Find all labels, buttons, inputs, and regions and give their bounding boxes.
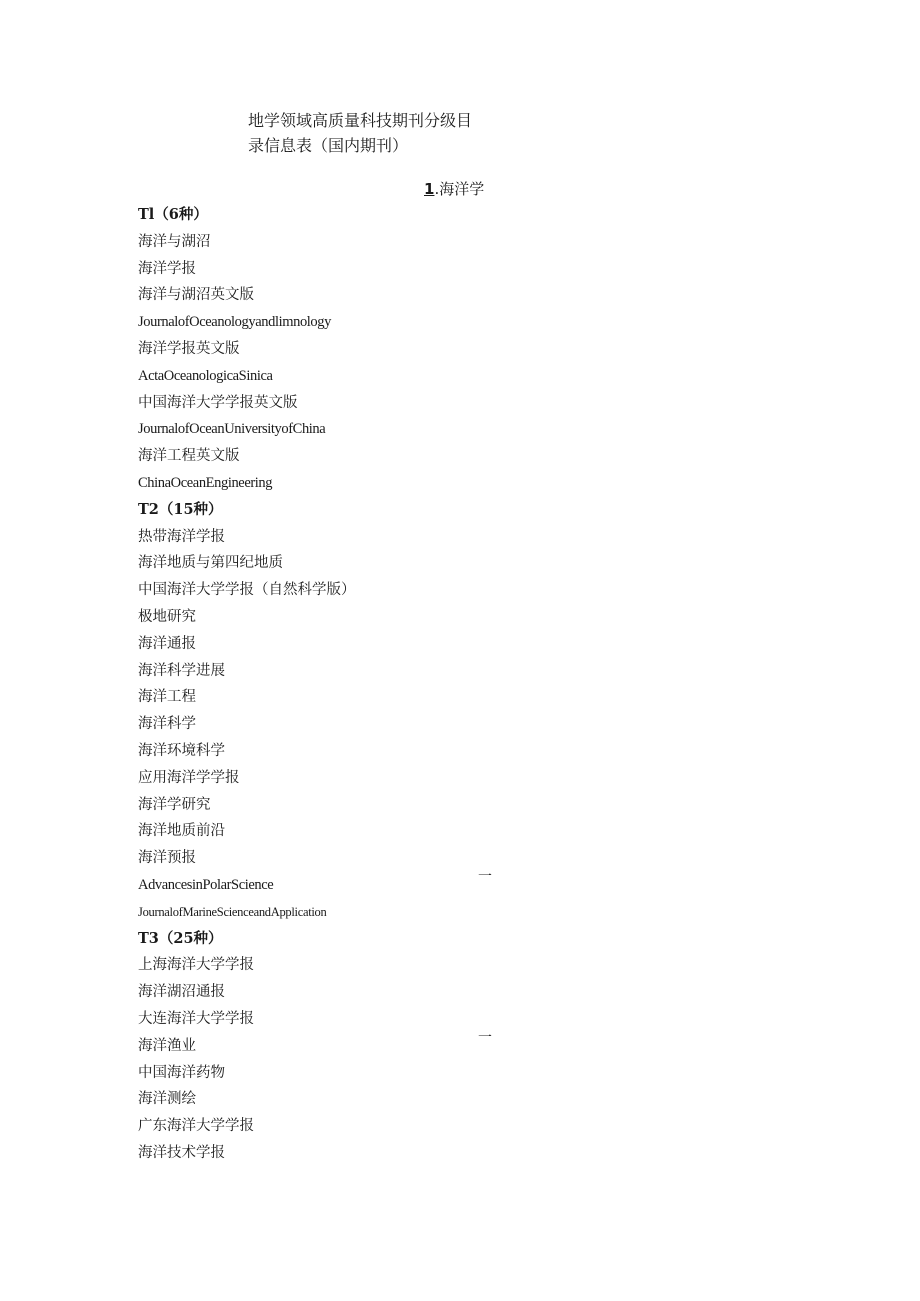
journal-title: 海洋渔业 (138, 1037, 196, 1054)
journal-title: 海洋科学进展 (138, 662, 225, 679)
journal-title: 海洋工程英文版 (138, 448, 240, 465)
dash-mark-2: 一 (478, 1030, 492, 1046)
journal-title: 海洋技术学报 (138, 1144, 225, 1161)
journal-title-english: JournalofMarineScienceandApplication (138, 904, 327, 919)
journal-title: 广东海洋大学学报 (138, 1118, 254, 1135)
tier-heading: T2（15种） (138, 500, 223, 518)
journal-title: 中国海洋大学学报（自然科学版） (138, 582, 356, 599)
journal-list (138, 202, 538, 1167)
journal-title: 海洋与湖沼英文版 (138, 287, 254, 304)
journal-title-english: ChinaOceanEngineering (138, 474, 273, 491)
document-title-line2: 录信息表（国内期刊） (248, 136, 409, 155)
tier-heading: Tl（6种） (138, 206, 208, 223)
journal-title: 海洋学研究 (138, 796, 211, 813)
journal-title: 极地研究 (138, 608, 196, 625)
dash-mark-1: 一 (478, 869, 492, 885)
journal-title-english: JournalofOceanUniversityofChina (138, 421, 326, 438)
journal-title: 海洋通报 (138, 635, 196, 652)
journal-title-english: ActaOceanologicaSinica (138, 367, 273, 384)
journal-title: 海洋科学 (138, 716, 196, 733)
journal-title: 大连海洋大学学报 (138, 1010, 254, 1027)
section-number: 1 (424, 180, 435, 198)
document-title (248, 108, 498, 158)
tier-heading: T3（25种） (138, 929, 223, 947)
journal-title: 上海海洋大学学报 (138, 957, 254, 974)
journal-title-english: JournalofOceanologyandlimnology (138, 314, 331, 331)
journal-title: 中国海洋大学学报英文版 (138, 394, 298, 411)
journal-title: 热带海洋学报 (138, 528, 225, 545)
journal-title: 应用海洋学学报 (138, 769, 240, 786)
section-name: .海洋学 (434, 180, 485, 198)
section-heading-oceanography (424, 178, 484, 199)
journal-title: 海洋学报 (138, 260, 196, 277)
journal-title: 海洋测绘 (138, 1091, 196, 1108)
journal-title: 海洋环境科学 (138, 742, 225, 759)
journal-title: 海洋与湖沼 (138, 233, 211, 250)
document-title-line1: 地学领域高质量科技期刊分级目 (248, 111, 473, 130)
journal-title: 海洋学报英文版 (138, 340, 240, 357)
journal-title: 海洋预报 (138, 850, 196, 867)
journal-title-english: AdvancesinPolarScience (138, 876, 274, 893)
journal-title: 海洋湖沼通报 (138, 984, 225, 1001)
journal-title: 海洋工程 (138, 689, 196, 706)
journal-title: 海洋地质与第四纪地质 (138, 555, 283, 572)
journal-title: 海洋地质前沿 (138, 823, 225, 840)
journal-title: 中国海洋药物 (138, 1064, 225, 1081)
